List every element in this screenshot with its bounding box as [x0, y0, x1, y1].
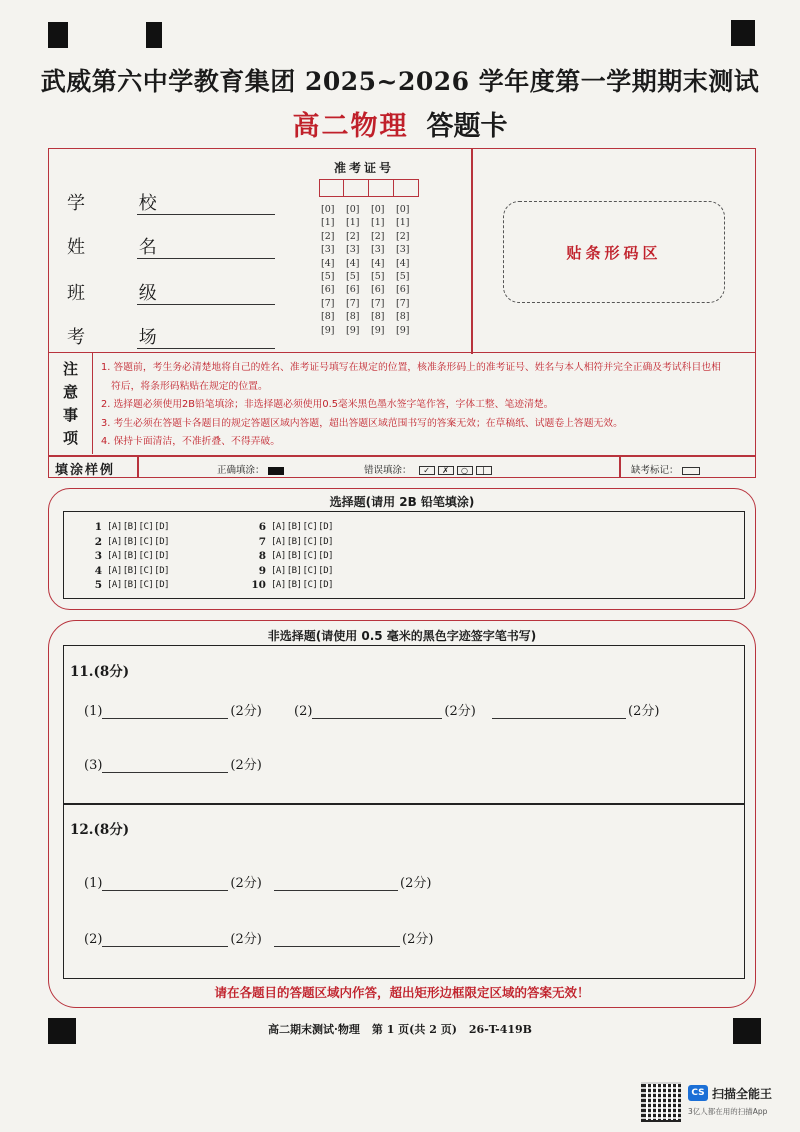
question-number: 2: [94, 535, 102, 548]
choice-option-bubble[interactable]: [B]: [286, 551, 302, 562]
circle-mark-icon: ○: [457, 466, 473, 475]
choice-option-bubble[interactable]: [D]: [318, 551, 334, 562]
choice-option-bubble[interactable]: [C]: [302, 536, 318, 547]
question-number: 8: [258, 550, 266, 563]
q11-part3-blank[interactable]: (3) (2分): [84, 758, 262, 773]
digit-bubble[interactable]: [7]: [346, 297, 360, 309]
digit-bubble[interactable]: [3]: [321, 244, 335, 256]
digit-bubble[interactable]: [9]: [371, 324, 385, 336]
fill-sample-bar: [48, 456, 756, 478]
camscanner-tagline: 3亿人都在用的扫描App: [688, 1107, 768, 1116]
digit-bubble[interactable]: [0]: [371, 204, 385, 215]
digit-bubble[interactable]: [9]: [321, 324, 335, 336]
notes-box: [48, 353, 756, 456]
digit-bubble[interactable]: [9]: [396, 324, 410, 336]
filled-box-icon: [268, 467, 284, 475]
choice-option-bubble[interactable]: [D]: [154, 536, 170, 547]
choice-option-bubble[interactable]: [D]: [154, 565, 170, 576]
choice-option-bubble[interactable]: [D]: [154, 580, 170, 591]
digit-bubble[interactable]: [7]: [321, 297, 335, 309]
class-field[interactable]: 班 级: [67, 279, 275, 305]
camscanner-logo-icon: CS: [688, 1085, 708, 1101]
choice-option-bubble[interactable]: [B]: [122, 551, 138, 562]
admission-number-title: 准考证号: [334, 161, 395, 175]
non-choice-answer-area: [63, 645, 745, 979]
digit-row[interactable]: [321, 298, 421, 311]
choice-option-bubble[interactable]: [B]: [122, 565, 138, 576]
digit-bubble[interactable]: [8]: [396, 311, 410, 323]
choice-option-bubble[interactable]: [C]: [302, 580, 318, 591]
digit-bubble[interactable]: [7]: [371, 297, 385, 309]
choice-option-bubble[interactable]: [A]: [107, 551, 122, 562]
choice-option-bubble[interactable]: [B]: [286, 580, 302, 591]
wrong-fill-sample: 错误填涂： ✓ ✗ ○ |: [364, 462, 492, 476]
digit-row[interactable]: [321, 244, 421, 257]
exam-title: 武威第六中学教育集团 2025~2026 学年度第一学期期末测试: [40, 67, 760, 96]
choice-question-row: [86, 535, 170, 550]
choice-option-bubble[interactable]: [C]: [138, 551, 154, 562]
line-mark-icon: |: [476, 466, 492, 475]
choice-option-bubble[interactable]: [B]: [286, 536, 302, 547]
student-info-box: [48, 148, 756, 353]
check-mark-icon: ✓: [419, 466, 435, 475]
choice-option-bubble[interactable]: [C]: [138, 565, 154, 576]
exam-room-field[interactable]: 考 场: [67, 323, 275, 349]
non-choice-section: [48, 620, 756, 1008]
digit-bubble[interactable]: [1]: [371, 217, 385, 229]
digit-bubble[interactable]: [0]: [321, 204, 335, 215]
digit-row[interactable]: [321, 325, 421, 338]
choice-column-1: [86, 520, 170, 593]
digit-bubble[interactable]: [4]: [371, 257, 385, 269]
choice-section: [48, 488, 756, 610]
choice-option-bubble[interactable]: [D]: [154, 551, 170, 562]
digit-row[interactable]: [321, 284, 421, 297]
name-field[interactable]: 姓 名: [67, 233, 275, 259]
card-title: [0, 104, 800, 143]
choice-question-row: [86, 564, 170, 579]
choice-question-row: [86, 578, 170, 593]
digit-row[interactable]: [321, 204, 421, 217]
digit-bubble[interactable]: [1]: [321, 217, 335, 229]
digit-bubble[interactable]: [1]: [396, 217, 410, 229]
digit-bubble[interactable]: [8]: [346, 311, 360, 323]
subject-title: 高二物理: [292, 111, 409, 142]
question-number: 6: [258, 521, 266, 534]
digit-bubble[interactable]: [6]: [321, 284, 335, 296]
choice-question-row: [250, 578, 334, 593]
choice-option-bubble[interactable]: [B]: [122, 580, 138, 591]
absent-checkbox: [682, 467, 700, 475]
choice-option-bubble[interactable]: [C]: [302, 565, 318, 576]
digit-bubble[interactable]: [5]: [346, 270, 360, 282]
digit-row[interactable]: [321, 258, 421, 271]
digit-bubble[interactable]: [8]: [371, 311, 385, 323]
q11-part1-blank[interactable]: (1) (2分): [84, 704, 262, 719]
digit-bubble[interactable]: [2]: [346, 230, 360, 242]
barcode-area: 贴条形码区: [503, 201, 725, 303]
choice-answer-area: [63, 511, 745, 599]
question-12-header: 12.(8分): [70, 822, 130, 838]
digit-row[interactable]: [321, 231, 421, 244]
digit-bubble[interactable]: [0]: [346, 204, 360, 215]
choice-column-2: [250, 520, 334, 593]
admission-digit-grid[interactable]: [321, 204, 421, 338]
q12-part2-blank[interactable]: (2) (2分): [84, 932, 262, 947]
registration-mark: [146, 22, 162, 48]
non-choice-section-title: 非选择题(请使用 0.5 毫米的黑色字迹签字笔书写): [267, 629, 537, 643]
digit-row[interactable]: [321, 217, 421, 230]
choice-option-bubble[interactable]: [A]: [107, 536, 122, 547]
digit-bubble[interactable]: [6]: [371, 284, 385, 296]
registration-mark: [48, 22, 68, 48]
choice-question-row: [250, 549, 334, 564]
digit-bubble[interactable]: [0]: [396, 204, 410, 215]
question-11-header: 11.(8分): [70, 664, 130, 680]
choice-section-title: 选择题(请用 2B 铅笔填涂): [329, 495, 475, 509]
q12-part1-blank[interactable]: (1) (2分): [84, 876, 262, 891]
question-number: 1: [94, 521, 102, 534]
question-number: 9: [258, 564, 266, 577]
choice-option-bubble[interactable]: [A]: [107, 522, 122, 533]
choice-question-row: [86, 549, 170, 564]
digit-bubble[interactable]: [3]: [371, 244, 385, 256]
choice-question-row: [86, 520, 170, 535]
digit-bubble[interactable]: [2]: [321, 230, 335, 242]
choice-option-bubble[interactable]: [A]: [271, 551, 286, 562]
choice-option-bubble[interactable]: [C]: [138, 536, 154, 547]
question-number: 5: [94, 579, 102, 592]
question-number: 10: [251, 579, 266, 592]
choice-option-bubble[interactable]: [D]: [318, 565, 334, 576]
cross-mark-icon: ✗: [438, 466, 454, 475]
choice-option-bubble[interactable]: [A]: [271, 565, 286, 576]
answer-area-warning: 请在各题目的答题区域内作答，超出矩形边框限定区域的答案无效！: [214, 985, 590, 1000]
absent-mark[interactable]: 缺考标记：: [631, 462, 700, 476]
page-footer: 高二期末测试·物理 第 1 页(共 2 页) 26-T-419B: [268, 1023, 532, 1036]
digit-bubble[interactable]: [7]: [396, 297, 410, 309]
choice-option-bubble[interactable]: [A]: [271, 536, 286, 547]
choice-option-bubble[interactable]: [D]: [154, 522, 170, 533]
card-label: 答题卡: [426, 111, 508, 142]
digit-bubble[interactable]: [2]: [396, 230, 410, 242]
question-number: 3: [94, 550, 102, 563]
choice-option-bubble[interactable]: [A]: [271, 580, 286, 591]
digit-bubble[interactable]: [5]: [396, 270, 410, 282]
choice-option-bubble[interactable]: [A]: [271, 522, 286, 533]
digit-bubble[interactable]: [6]: [346, 284, 360, 296]
choice-option-bubble[interactable]: [A]: [107, 565, 122, 576]
notes-heading: 注 意 事 项: [49, 353, 93, 454]
digit-bubble[interactable]: [3]: [346, 244, 360, 256]
choice-option-bubble[interactable]: [A]: [107, 580, 122, 591]
admission-number-cells[interactable]: [319, 179, 419, 197]
choice-option-bubble[interactable]: [D]: [318, 580, 334, 591]
digit-bubble[interactable]: [2]: [371, 230, 385, 242]
choice-option-bubble[interactable]: [B]: [286, 522, 302, 533]
digit-bubble[interactable]: [4]: [321, 257, 335, 269]
choice-option-bubble[interactable]: [C]: [138, 580, 154, 591]
q12-part2b-blank[interactable]: (2分): [274, 928, 433, 947]
digit-bubble[interactable]: [4]: [396, 257, 410, 269]
choice-question-row: [250, 535, 334, 550]
digit-bubble[interactable]: [9]: [346, 324, 360, 336]
q11-part2-blank[interactable]: (2) (2分): [294, 704, 476, 719]
registration-mark: [731, 20, 755, 46]
digit-bubble[interactable]: [1]: [346, 217, 360, 229]
choice-option-bubble[interactable]: [C]: [302, 522, 318, 533]
choice-option-bubble[interactable]: [C]: [138, 522, 154, 533]
digit-bubble[interactable]: [3]: [396, 244, 410, 256]
q11-part2b-blank[interactable]: (2分): [492, 700, 659, 719]
digit-bubble[interactable]: [6]: [396, 284, 410, 296]
digit-row[interactable]: [321, 271, 421, 284]
digit-bubble[interactable]: [8]: [321, 311, 335, 323]
digit-bubble[interactable]: [5]: [371, 270, 385, 282]
choice-option-bubble[interactable]: [B]: [122, 536, 138, 547]
choice-option-bubble[interactable]: [B]: [122, 522, 138, 533]
choice-option-bubble[interactable]: [D]: [318, 522, 334, 533]
fill-sample-title: 填涂样例: [55, 463, 116, 478]
choice-option-bubble[interactable]: [D]: [318, 536, 334, 547]
school-field[interactable]: 学 校: [67, 189, 275, 215]
notes-text: 1. 答题前，考生务必清楚地将自己的姓名、准考证号填写在规定的位置，核准条形码上的准考证号、姓名与本人相符并完全正确及考试科目也相 符后，将条形码粘贴在规定的位置。 2. 选择题必须使用2B铅笔填涂；非选择题必须使用0.5毫米黑色墨水签字笔作答，字体工整、笔迹清楚。 3. 考生必须在答题卡各题目的规定答题区域内答题，超出答题区域范围书写的答案无效；在草稿纸、试题卷上答题无效。 4. 保持卡面清洁，不准折叠、不得弄破。: [101, 362, 721, 447]
correct-fill-sample: 正确填涂：: [217, 462, 284, 476]
choice-question-row: [250, 564, 334, 579]
digit-row[interactable]: [321, 311, 421, 324]
camscanner-name: 扫描全能王: [712, 1087, 773, 1101]
q12-part1b-blank[interactable]: (2分): [274, 872, 431, 891]
choice-question-row: [250, 520, 334, 535]
digit-bubble[interactable]: [4]: [346, 257, 360, 269]
choice-option-bubble[interactable]: [C]: [302, 551, 318, 562]
question-number: 7: [258, 535, 266, 548]
question-number: 4: [94, 564, 102, 577]
choice-option-bubble[interactable]: [B]: [286, 565, 302, 576]
digit-bubble[interactable]: [5]: [321, 270, 335, 282]
